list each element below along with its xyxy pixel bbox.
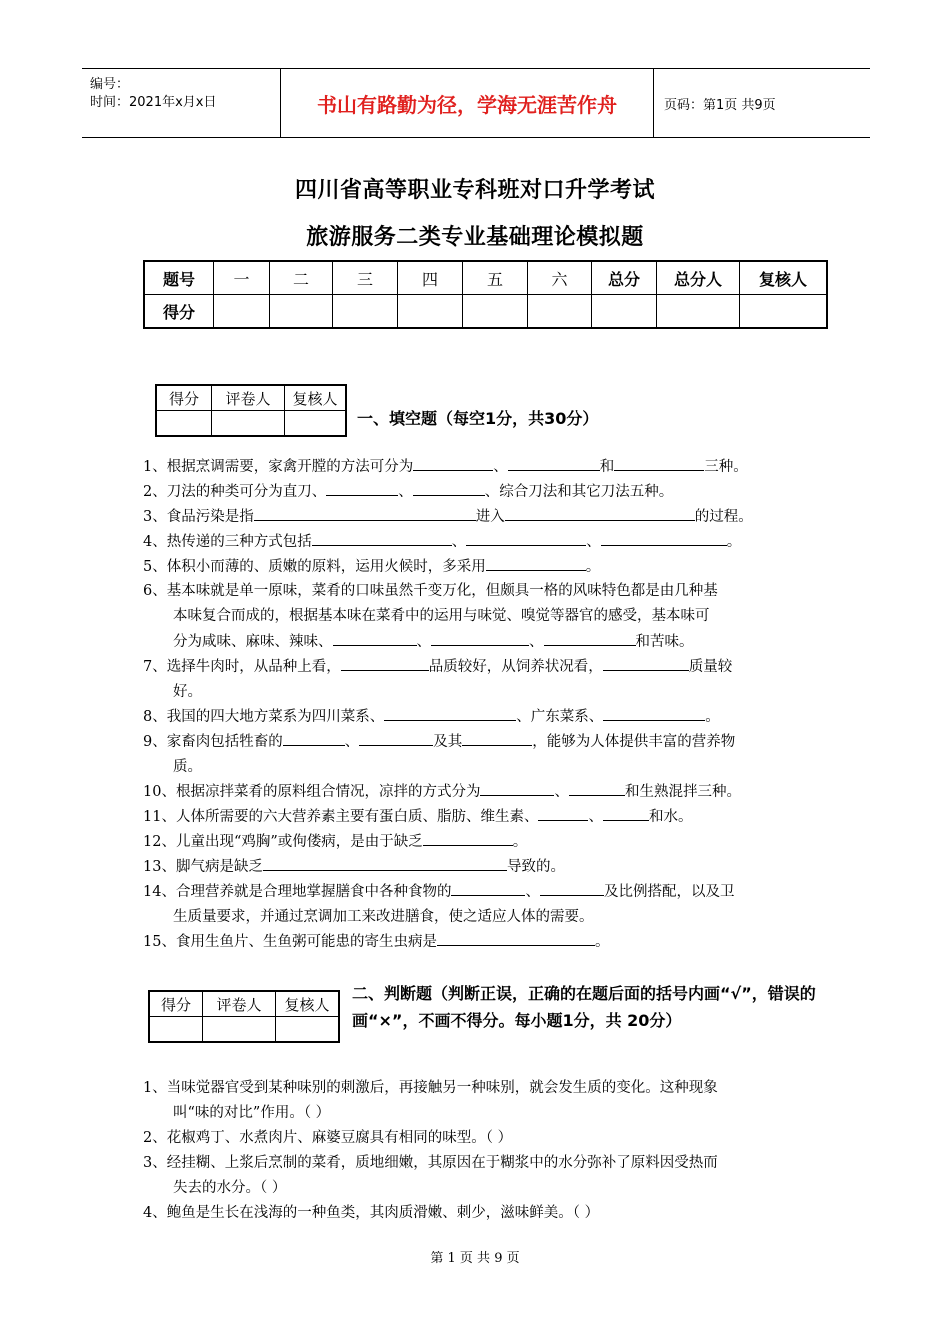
- question-15: [143, 929, 823, 955]
- grader-cell: 评卷人: [212, 385, 285, 411]
- score-header-row: [144, 261, 827, 295]
- date-label: 时间：2021年x月x日: [90, 95, 217, 110]
- score-cell: 复核人: [740, 261, 828, 295]
- score-row-label: 得分: [144, 295, 214, 329]
- section-1-title: 一、填空题（每空1分，共30分）: [357, 409, 599, 428]
- answer-blank[interactable]: [283, 729, 345, 746]
- answer-blank[interactable]: [603, 804, 649, 821]
- q-text: 和水。: [648, 809, 693, 825]
- q-text: 、综合刀法和其它刀法五种。: [484, 484, 674, 500]
- q-text: 、: [554, 784, 569, 800]
- answer-blank[interactable]: [603, 654, 689, 671]
- q-text: 8、我国的四大地方菜系为四川菜系、: [143, 709, 385, 725]
- question-4: [143, 529, 823, 555]
- q-text: 、: [525, 884, 540, 900]
- grader-input[interactable]: [285, 411, 347, 437]
- q-text: 本味复合而成的，根据基本味在菜肴中的运用与味觉、嗅觉等器官的感受，基本味可: [173, 608, 710, 624]
- question-6: [143, 579, 823, 655]
- q-text: 4、鲍鱼是生长在浅海的一种鱼类，其肉质滑嫩、刺少，滋味鲜美。（ ）: [143, 1205, 600, 1221]
- q-text: 1、根据烹调需要，家禽开膛的方法可分为: [143, 459, 414, 475]
- score-value-row: [144, 295, 827, 329]
- score-cell: 总分人: [657, 261, 740, 295]
- page-label: 页码：第1页 共9页: [664, 97, 776, 113]
- number-label: 编号：: [90, 77, 130, 92]
- question-14: [143, 879, 823, 930]
- score-cell: 五: [463, 261, 528, 295]
- q-text: 和生熟混拌三种。: [624, 784, 741, 800]
- grader-input[interactable]: [212, 411, 285, 437]
- q-text: 12、儿童出现“鸡胸”或佝偻病，是由于缺乏: [143, 834, 423, 850]
- answer-blank[interactable]: [333, 629, 417, 646]
- grader-table-2: [148, 990, 340, 1043]
- score-cell: 三: [333, 261, 398, 295]
- q-text: 4、热传递的三种方式包括: [143, 534, 312, 550]
- answer-blank[interactable]: [505, 504, 695, 521]
- q-text: 。: [594, 934, 610, 950]
- question-13: [143, 854, 823, 880]
- q-text: 15、食用生鱼片、生鱼粥可能患的寄生虫病是: [143, 934, 437, 950]
- answer-blank[interactable]: [359, 729, 433, 746]
- score-cell: 总分: [592, 261, 657, 295]
- q-text: 和苦味。: [635, 634, 694, 650]
- score-input[interactable]: [740, 295, 828, 329]
- judge-question-4: [143, 1201, 823, 1226]
- q-text: 和: [599, 459, 615, 475]
- q-text: 3、经挂糊、上浆后烹制的菜肴，质地细嫩，其原因在于糊浆中的水分弥补了原料因受热而: [143, 1155, 718, 1171]
- q-text: ，能够为人体提供丰富的营养物: [532, 734, 736, 750]
- grader-input[interactable]: [276, 1017, 340, 1043]
- answer-blank[interactable]: [538, 804, 588, 821]
- score-input[interactable]: [657, 295, 740, 329]
- score-cell: 一: [214, 261, 270, 295]
- answer-blank[interactable]: [569, 779, 625, 796]
- q-text: 、: [398, 484, 413, 500]
- answer-blank[interactable]: [540, 879, 604, 896]
- grader-cell: 复核人: [285, 385, 347, 411]
- exam-subtitle: 旅游服务二类专业基础理论模拟题: [306, 225, 644, 250]
- q-text: 10、根据凉拌菜肴的原料组合情况，凉拌的方式分为: [143, 784, 481, 800]
- question-9: [143, 729, 823, 780]
- question-12: [143, 829, 823, 855]
- q-text: 进入: [475, 509, 505, 525]
- grader-input[interactable]: [203, 1017, 276, 1043]
- answer-blank[interactable]: [614, 454, 704, 471]
- q-text: 9、家畜肉包括牲畜的: [143, 734, 283, 750]
- score-input[interactable]: [398, 295, 463, 329]
- q-text: 。: [726, 534, 742, 550]
- q-text: 2、刀法的种类可分为直刀、: [143, 484, 327, 500]
- q-text: 。: [585, 559, 601, 575]
- answer-blank[interactable]: [480, 779, 554, 796]
- q-text: 、: [493, 459, 508, 475]
- question-11: [143, 804, 823, 830]
- q-text: 三种。: [704, 459, 748, 475]
- q-text: 7、选择牛肉时，从品种上看，: [143, 659, 341, 675]
- q-text: 导致的。: [506, 859, 565, 875]
- answer-blank[interactable]: [544, 629, 636, 646]
- question-2: [143, 479, 823, 505]
- q-text: 6、基本味就是单一原味，菜肴的口味虽然千变万化，但颇具一格的风味特色都是由几种基: [143, 583, 718, 599]
- answer-blank[interactable]: [451, 879, 525, 896]
- score-cell: 二: [270, 261, 333, 295]
- q-text: 质量较: [688, 659, 733, 675]
- answer-blank[interactable]: [423, 829, 513, 846]
- answer-blank[interactable]: [413, 479, 485, 496]
- answer-blank[interactable]: [384, 704, 516, 721]
- answer-blank[interactable]: [413, 454, 493, 471]
- page-footer: 第 1 页 共 9 页: [430, 1251, 520, 1266]
- answer-blank[interactable]: [466, 529, 586, 546]
- q-text: 11、人体所需要的六大营养素主要有蛋白质、脂肪、维生素、: [143, 809, 539, 825]
- q-text: 分为咸味、麻味、辣味、: [173, 634, 333, 650]
- q-text: 及其: [433, 734, 463, 750]
- q-text: 、: [451, 534, 467, 550]
- grader-cell: 得分: [156, 385, 212, 411]
- q-text: 、: [529, 634, 544, 650]
- q-text: 、广东菜系、: [516, 709, 604, 725]
- q-text: 5、体积小而薄的、质嫩的原料，运用火候时，多采用: [143, 559, 486, 575]
- page-header: [82, 68, 870, 138]
- motto: 书山有路勤为径，学海无涯苦作舟: [281, 69, 654, 137]
- score-input[interactable]: [333, 295, 398, 329]
- judge-question-3: [143, 1151, 823, 1201]
- score-input[interactable]: [528, 295, 592, 329]
- q-text: 、: [586, 534, 601, 550]
- grader-cell: 复核人: [276, 991, 340, 1017]
- q-text: 品质较好，从饲养状况看，: [428, 659, 603, 675]
- grader-cell: 评卷人: [203, 991, 276, 1017]
- grader-input[interactable]: [149, 1017, 203, 1043]
- q-text: 质。: [173, 759, 202, 775]
- grader-table-1: [155, 384, 347, 437]
- q-text: 2、花椒鸡丁、水煮肉片、麻婆豆腐具有相同的味型。（ ）: [143, 1130, 513, 1146]
- exam-title: 四川省高等职业专科班对口升学考试: [294, 178, 655, 203]
- score-cell: 六: [528, 261, 592, 295]
- header-info: [82, 69, 281, 137]
- grader-input[interactable]: [156, 411, 212, 437]
- q-text: 。: [512, 834, 528, 850]
- q-text: 13、脚气病是缺乏: [143, 859, 263, 875]
- question-3: [143, 504, 823, 530]
- answer-blank[interactable]: [326, 479, 398, 496]
- q-text: 失去的水分。（ ）: [173, 1180, 287, 1196]
- answer-blank[interactable]: [312, 529, 452, 546]
- score-input[interactable]: [214, 295, 270, 329]
- judge-question-2: [143, 1126, 823, 1151]
- answer-blank[interactable]: [603, 704, 705, 721]
- answer-blank[interactable]: [486, 554, 586, 571]
- answer-blank[interactable]: [601, 529, 727, 546]
- score-cell: 题号: [144, 261, 214, 295]
- q-text: 生质量要求，并通过烹调加工来改进膳食，使之适应人体的需要。: [173, 909, 594, 925]
- q-text: 及比例搭配，以及卫: [603, 884, 735, 900]
- answer-blank[interactable]: [508, 454, 600, 471]
- q-text: 1、当味觉器官受到某种味别的刺激后，再接触另一种味别，就会发生质的变化。这种现象: [143, 1080, 718, 1096]
- answer-blank[interactable]: [431, 629, 529, 646]
- question-1: [143, 454, 823, 480]
- question-7: [143, 654, 823, 705]
- q-text: 、: [588, 809, 603, 825]
- score-input[interactable]: [463, 295, 528, 329]
- q-text: 叫“味的对比”作用。（ ）: [173, 1105, 331, 1121]
- q-text: 。: [705, 709, 720, 725]
- q-text: 、: [416, 634, 431, 650]
- answer-blank[interactable]: [254, 504, 476, 521]
- judge-question-1: [143, 1076, 823, 1126]
- question-5: [143, 554, 823, 580]
- question-10: [143, 779, 823, 805]
- q-text: 的过程。: [694, 509, 753, 525]
- score-input[interactable]: [592, 295, 657, 329]
- answer-blank[interactable]: [341, 654, 429, 671]
- answer-blank[interactable]: [437, 929, 595, 946]
- question-8: [143, 704, 823, 730]
- grader-cell: 得分: [149, 991, 203, 1017]
- q-text: 、: [344, 734, 360, 750]
- q-text: 3、食品污染是指: [143, 509, 254, 525]
- q-text: 好。: [173, 684, 202, 700]
- answer-blank[interactable]: [263, 854, 507, 871]
- q-text: 14、合理营养就是合理地掌握膳食中各种食物的: [143, 884, 452, 900]
- section-2-title: 二、判断题（判断正误，正确的在题后面的括号内画“√”，错误的画“×”，不画不得分。每小题1分，共 20分）: [352, 984, 816, 1030]
- score-input[interactable]: [270, 295, 333, 329]
- answer-blank[interactable]: [462, 729, 532, 746]
- score-cell: 四: [398, 261, 463, 295]
- score-table: [143, 260, 828, 329]
